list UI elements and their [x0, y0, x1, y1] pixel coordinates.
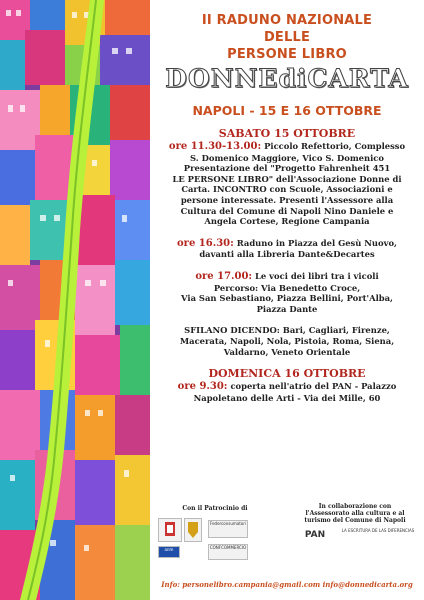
anm-logo [158, 546, 180, 558]
shield-icon [185, 519, 201, 541]
region-crest-logo [158, 518, 182, 542]
event-1-line: persone interessate. Presenti l'Assessore alla [180, 194, 394, 205]
event-1-line: Presentazione del "Progetto Fahrenheit 451 [183, 163, 391, 174]
event-5 [150, 381, 424, 403]
title-line-2: DELLE [263, 30, 311, 45]
collaboration-line: l'Assessorato alla cultura e al [305, 510, 405, 517]
poster-content [150, 0, 424, 600]
event-1-line: Angela Cortese, Regione Campania [204, 216, 370, 227]
event-1-time: ore 11.30-13.00: [168, 141, 262, 152]
event-3-line: Piazza Dante [256, 303, 318, 314]
event-1 [150, 141, 424, 227]
anm-text: anm [164, 547, 174, 552]
event-2-time: ore 16.30: [177, 237, 234, 249]
event-2-line: Raduno in Piazza del Gesù Nuovo, [236, 237, 397, 248]
confcommercio-logo [208, 544, 248, 560]
collaboration-line: In collaborazione con [318, 503, 392, 510]
event-5-time: ore 9.30: [177, 381, 228, 393]
event-1-line: Cultura del Comune di Napoli Nino Daniele e [180, 205, 394, 216]
escritura-logo [340, 528, 416, 548]
event-1-line: Piccolo Refettorio, Complesso [264, 141, 406, 151]
event-3-line: Le voci dei libri tra i vicoli [255, 270, 379, 281]
event-1-line: S. Domenico Maggiore, Vico S. Domenico [190, 152, 384, 163]
event-1-line: Carta. INCONTRO con Scuole, Associazioni e [181, 184, 393, 195]
event-3-line: Via San Sebastiano, Piazza Bellini, Port'Alba, [181, 293, 393, 304]
pan-text: PAN [304, 530, 326, 540]
contact-info: Info: personelibro.campania@gmail.com info@donnedicarta.org [161, 580, 413, 589]
event-2 [150, 238, 424, 260]
event-2-line: davanti alla Libreria Dante&Decartes [199, 249, 375, 260]
federconsumatori-logo [208, 520, 248, 538]
event-4 [150, 325, 424, 357]
collaboration-line: turismo del Comune di Napoli [304, 517, 406, 524]
title-line-1: II RADUNO NAZIONALE [201, 13, 373, 28]
city-artwork [0, 0, 150, 600]
event-3-time: ore 17.00: [195, 270, 253, 282]
event-5-line: Napoletano delle Arti - Via dei Mille, 60 [193, 392, 381, 403]
city-crest-logo [184, 518, 202, 542]
event-4-line: Macerata, Napoli, Nola, Pistoia, Roma, Siena, [179, 335, 395, 346]
day-2-heading: DOMENICA 16 OTTOBRE [208, 367, 366, 381]
confcommercio-text: CONFCOMMERCIO [209, 545, 247, 550]
city-dates: NAPOLI - 15 E 16 OTTOBRE [192, 103, 382, 118]
escritura-text: LA ESCRITURA DE LAS DIFERENCIAS [341, 528, 415, 533]
title-line-3: PERSONE LIBRO [227, 47, 347, 62]
event-1-line: LE PERSONE LIBRO" dell'Associazione Donne di [172, 173, 402, 184]
event-3-line: Percorso: Via Benedetto Croce, [213, 282, 361, 293]
crest-icon [159, 519, 181, 541]
event-3 [150, 271, 424, 314]
event-5-line: coperta nell'atrio del PAN - Palazzo [230, 381, 397, 392]
federconsumatori-text: Federconsumatori [209, 521, 247, 526]
donne-di-carta-logo: DONNEdiCARTA [165, 64, 409, 93]
day-1-heading: SABATO 15 OTTOBRE [218, 127, 356, 140]
pan-logo [300, 530, 330, 546]
collaboration-text [290, 503, 420, 524]
painted-city-illustration [0, 0, 150, 600]
event-4-line: Valdarno, Veneto Orientale [223, 346, 351, 357]
event-4-line: SFILANO DICENDO: Bari, Cagliari, Firenze, [184, 325, 390, 336]
patronage-label: Con il Patrocinio di [182, 505, 248, 512]
